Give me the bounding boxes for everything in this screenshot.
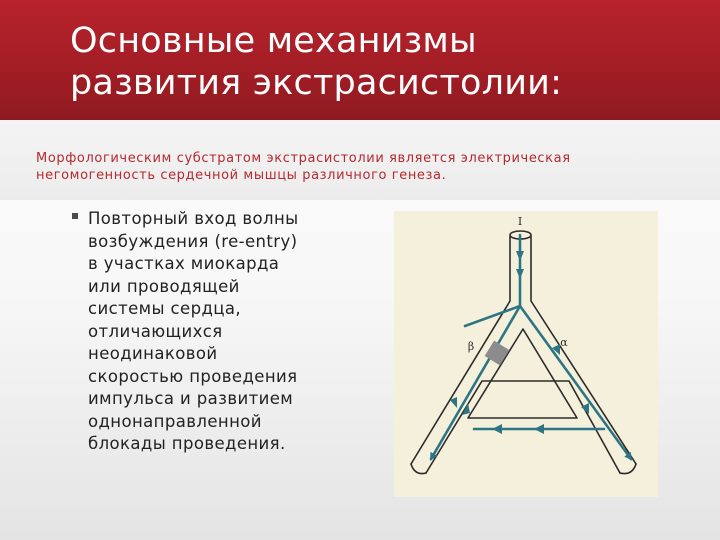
bullet-line-1: Повторный вход волны (88, 209, 299, 228)
bullet-line-5: системы сердца, (88, 299, 242, 318)
bullet-text (88, 208, 358, 456)
bullet-line-8: скоростью проведения (88, 366, 298, 386)
bullet-line-4: или проводящей (88, 276, 240, 296)
reentry-diagram (394, 211, 658, 497)
bullet-line-2: возбуждения (re-entry) (88, 231, 298, 251)
slide-subtitle (36, 150, 706, 184)
bullet-line-10: однонаправленной (88, 411, 262, 431)
slide-title (70, 20, 700, 104)
slide-title-line-1: Основные механизмы (70, 21, 477, 61)
title-header (0, 0, 720, 120)
label-alpha: α (560, 336, 568, 349)
label-beta: β (467, 340, 475, 353)
subtitle-line-1: Морфологическим субстратом экстрасистолии является электрическая (36, 151, 571, 166)
bullet-line-7: неодинаковой (88, 344, 218, 363)
bullet-line-6: отличающихся (88, 321, 223, 341)
subtitle-line-2: негомогенность сердечной мышцы различного генеза. (36, 168, 447, 183)
slide-title-line-2: развития экстрасистолии: (70, 63, 563, 103)
bullet-line-3: в участках миокарда (88, 254, 280, 273)
bullet-line-11: блокады проведения. (88, 434, 286, 453)
square-bullet-icon (72, 213, 78, 219)
label-top: I (517, 215, 523, 228)
bullet-line-9: импульса и развитием (88, 389, 294, 408)
